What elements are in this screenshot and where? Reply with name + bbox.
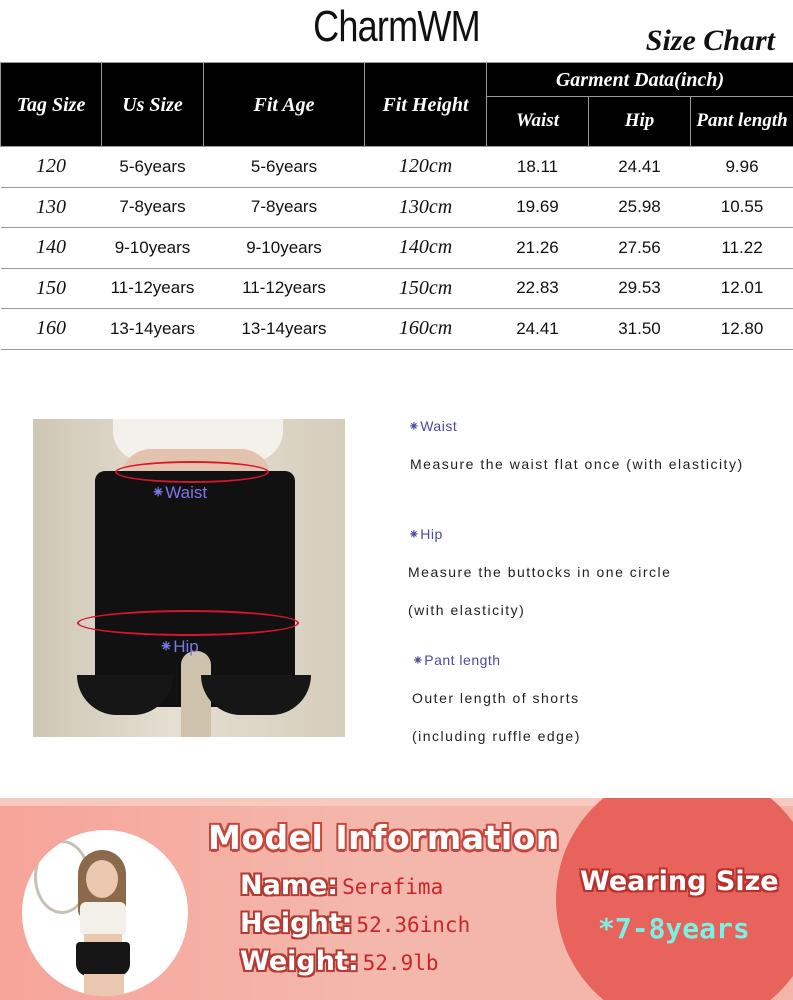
photo-hip-label: ⁕Hip: [159, 637, 199, 656]
cell-fit-height: 160cm: [365, 309, 487, 350]
cell-waist: 22.83: [487, 268, 589, 309]
header-waist: Waist: [487, 97, 589, 147]
waist-marker-ellipse: [115, 461, 269, 483]
model-weight-row: [240, 946, 439, 977]
pant-length-instruction-2: (including ruffle edge): [412, 728, 581, 744]
photo-waist-label: ⁕Waist: [151, 483, 208, 502]
legs-shape: [84, 974, 124, 996]
cell-hip: 27.56: [589, 228, 691, 269]
model-height-row: [240, 908, 470, 939]
cell-tag: 140: [1, 228, 102, 269]
table-row: [1, 187, 793, 228]
model-info-banner: [0, 798, 793, 1000]
cell-waist: 21.26: [487, 228, 589, 269]
brand-logo: CharmWM: [313, 2, 480, 51]
wearing-size-label: Wearing Size: [580, 866, 779, 897]
cell-fit-height: 120cm: [365, 147, 487, 188]
size-chart-table: [0, 62, 793, 350]
cell-fit-age: 5-6years: [204, 147, 365, 188]
cell-tag: 150: [1, 268, 102, 309]
cell-hip: 31.50: [589, 309, 691, 350]
cell-us-size: 5-6years: [102, 147, 204, 188]
header-fit-age: Fit Age: [204, 63, 365, 147]
hip-heading: ⁕Hip: [408, 526, 443, 542]
table-row: [1, 147, 793, 188]
cell-fit-age: 11-12years: [204, 268, 365, 309]
model-photo: [22, 830, 188, 996]
cell-fit-age: 9-10years: [204, 228, 365, 269]
model-info-title: Model Information: [208, 818, 560, 857]
header-garment-data: Garment Data(inch): [487, 63, 793, 97]
cell-tag: 160: [1, 309, 102, 350]
cell-hip: 29.53: [589, 268, 691, 309]
cell-waist: 18.11: [487, 147, 589, 188]
waist-heading: ⁕Waist: [408, 418, 458, 434]
model-shorts-shape: [76, 942, 130, 976]
cell-waist: 19.69: [487, 187, 589, 228]
cell-pant-length: 10.55: [691, 187, 793, 228]
pant-length-instruction-1: Outer length of shorts: [412, 690, 580, 706]
header-hip: Hip: [589, 97, 691, 147]
header-tag-size: Tag Size: [1, 63, 102, 147]
pant-length-heading: ⁕Pant length: [412, 652, 501, 668]
header-fit-height: Fit Height: [365, 63, 487, 147]
hip-marker-ellipse: [77, 610, 299, 636]
table-row: [1, 309, 793, 350]
header-pant-length: Pant length: [691, 97, 793, 147]
cell-pant-length: 12.01: [691, 268, 793, 309]
cell-tag: 130: [1, 187, 102, 228]
cell-us-size: 11-12years: [102, 268, 204, 309]
cell-fit-age: 7-8years: [204, 187, 365, 228]
table-row: [1, 228, 793, 269]
hip-instruction-2: (with elasticity): [408, 602, 526, 618]
face-shape: [86, 860, 118, 898]
cell-pant-length: 9.96: [691, 147, 793, 188]
model-name-row: [240, 870, 443, 901]
model-weight-label: Weight:: [240, 946, 359, 977]
cell-us-size: 9-10years: [102, 228, 204, 269]
model-name-label: Name:: [240, 870, 339, 901]
shorts-photo: [33, 419, 345, 737]
cell-pant-length: 11.22: [691, 228, 793, 269]
cell-hip: 24.41: [589, 147, 691, 188]
cell-pant-length: 12.80: [691, 309, 793, 350]
table-row: [1, 268, 793, 309]
cell-hip: 25.98: [589, 187, 691, 228]
cell-fit-height: 140cm: [365, 228, 487, 269]
header-us-size: Us Size: [102, 63, 204, 147]
cell-us-size: 13-14years: [102, 309, 204, 350]
model-height-label: Height:: [240, 908, 353, 939]
cell-fit-height: 150cm: [365, 268, 487, 309]
waist-instruction: Measure the waist flat once (with elasticity): [410, 456, 744, 472]
wearing-size-circle: [556, 798, 793, 1000]
cell-waist: 24.41: [487, 309, 589, 350]
wearing-size-value: *7-8years: [598, 912, 750, 945]
size-chart-title: Size Chart: [645, 24, 775, 57]
ruffle-left-shape: [77, 675, 173, 715]
cell-fit-height: 130cm: [365, 187, 487, 228]
cell-tag: 120: [1, 147, 102, 188]
top-shape: [80, 902, 126, 936]
cell-us-size: 7-8years: [102, 187, 204, 228]
model-name-value: Serafima: [342, 875, 444, 899]
model-weight-value: 52.9lb: [362, 951, 439, 975]
model-height-value: 52.36inch: [356, 913, 471, 937]
ruffle-right-shape: [201, 675, 311, 715]
cell-fit-age: 13-14years: [204, 309, 365, 350]
hip-instruction-1: Measure the buttocks in one circle: [408, 564, 672, 580]
